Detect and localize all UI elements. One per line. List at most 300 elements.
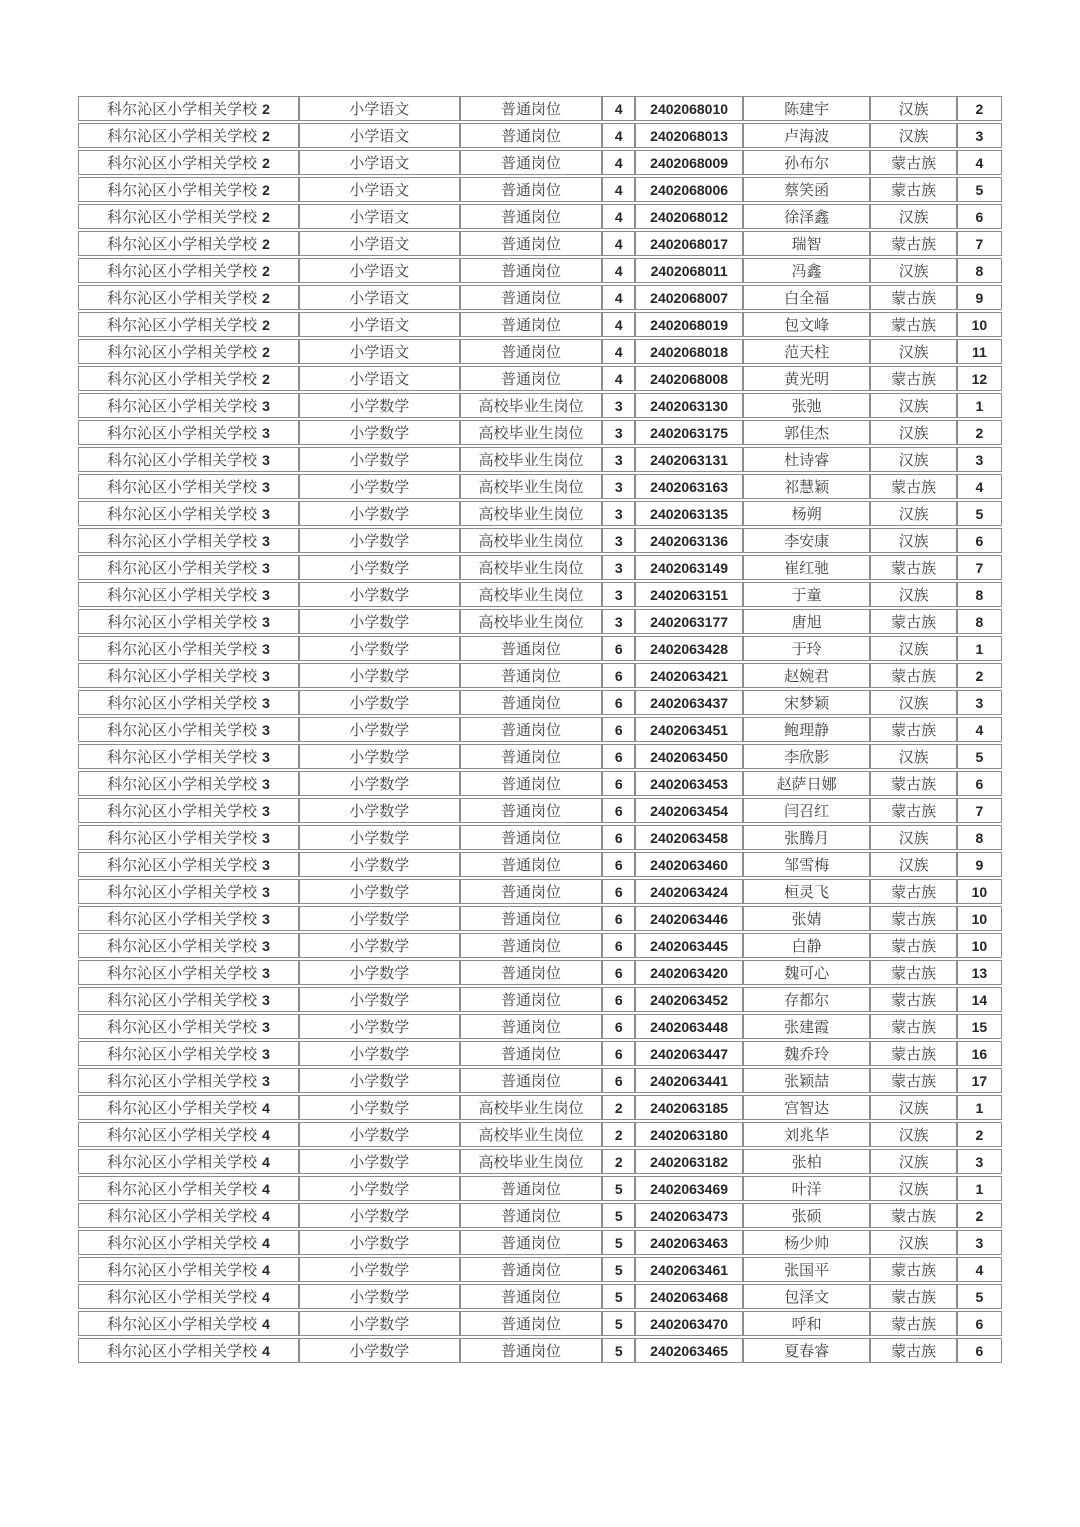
rank-cell: 16 (957, 1041, 1002, 1066)
exam-id-cell: 2402068006 (635, 177, 742, 202)
candidate-name-cell: 包文峰 (743, 312, 871, 337)
table-row (78, 636, 1002, 661)
candidate-name-cell: 鲍理静 (743, 717, 871, 742)
school-number-text: 4 (262, 1235, 270, 1251)
school-name-text: 科尔沁区小学相关学校 (107, 102, 258, 118)
table-row (78, 852, 1002, 877)
subject-cell: 小学语文 (299, 231, 460, 256)
exam-id-cell: 2402063460 (635, 852, 742, 877)
headcount-cell: 6 (602, 744, 635, 769)
subject-cell: 小学数学 (299, 1311, 460, 1336)
position-type-cell: 普通岗位 (460, 204, 603, 229)
rank-cell: 9 (957, 852, 1002, 877)
recruitment-ranking-table (78, 94, 1002, 1365)
position-type-cell: 普通岗位 (460, 1068, 603, 1093)
exam-id-cell: 2402063136 (635, 528, 742, 553)
candidate-name-cell: 孙布尔 (743, 150, 871, 175)
school-name-text: 科尔沁区小学相关学校 (107, 318, 258, 334)
table-row (78, 366, 1002, 391)
school-number-text: 3 (262, 641, 270, 657)
exam-id-cell: 2402063468 (635, 1284, 742, 1309)
rank-cell: 7 (957, 798, 1002, 823)
rank-cell: 6 (957, 204, 1002, 229)
candidate-name-cell: 张国平 (743, 1257, 871, 1282)
subject-cell: 小学数学 (299, 1122, 460, 1147)
school-name-text: 科尔沁区小学相关学校 (107, 939, 258, 955)
headcount-cell: 4 (602, 339, 635, 364)
ethnicity-cell: 汉族 (870, 528, 956, 553)
rank-cell: 8 (957, 609, 1002, 634)
headcount-cell: 6 (602, 1014, 635, 1039)
exam-id-cell: 2402063465 (635, 1338, 742, 1363)
candidate-name-cell: 呼和 (743, 1311, 871, 1336)
rank-cell: 4 (957, 717, 1002, 742)
headcount-cell: 2 (602, 1149, 635, 1174)
candidate-name-cell: 张硕 (743, 1203, 871, 1228)
rank-cell: 2 (957, 1122, 1002, 1147)
rank-cell: 1 (957, 636, 1002, 661)
exam-id-cell: 2402068007 (635, 285, 742, 310)
school-cell (78, 1122, 299, 1147)
headcount-cell: 6 (602, 987, 635, 1012)
school-name-text: 科尔沁区小学相关学校 (107, 1182, 258, 1198)
rank-cell: 8 (957, 258, 1002, 283)
headcount-cell: 6 (602, 717, 635, 742)
school-cell (78, 1311, 299, 1336)
ethnicity-cell: 蒙古族 (870, 1041, 956, 1066)
school-name-text: 科尔沁区小学相关学校 (107, 453, 258, 469)
ethnicity-cell: 蒙古族 (870, 609, 956, 634)
headcount-cell: 6 (602, 933, 635, 958)
exam-id-cell: 2402063470 (635, 1311, 742, 1336)
exam-id-cell: 2402063185 (635, 1095, 742, 1120)
subject-cell: 小学数学 (299, 1149, 460, 1174)
ethnicity-cell: 汉族 (870, 501, 956, 526)
ethnicity-cell: 蒙古族 (870, 879, 956, 904)
school-number-text: 3 (262, 884, 270, 900)
school-name-text: 科尔沁区小学相关学校 (107, 696, 258, 712)
table-row (78, 231, 1002, 256)
exam-id-cell: 2402063453 (635, 771, 742, 796)
headcount-cell: 5 (602, 1203, 635, 1228)
school-cell (78, 555, 299, 580)
table-row (78, 582, 1002, 607)
rank-cell: 5 (957, 744, 1002, 769)
school-name-text: 科尔沁区小学相关学校 (107, 561, 258, 577)
headcount-cell: 6 (602, 771, 635, 796)
school-number-text: 3 (262, 1046, 270, 1062)
exam-id-cell: 2402063454 (635, 798, 742, 823)
exam-id-cell: 2402063420 (635, 960, 742, 985)
rank-cell: 1 (957, 1176, 1002, 1201)
headcount-cell: 4 (602, 312, 635, 337)
school-name-text: 科尔沁区小学相关学校 (107, 750, 258, 766)
position-type-cell: 高校毕业生岗位 (460, 501, 603, 526)
table-row (78, 690, 1002, 715)
school-name-text: 科尔沁区小学相关学校 (107, 156, 258, 172)
rank-cell: 7 (957, 231, 1002, 256)
school-number-text: 3 (262, 803, 270, 819)
school-number-text: 2 (262, 371, 270, 387)
school-name-text: 科尔沁区小学相关学校 (107, 372, 258, 388)
exam-id-cell: 2402068009 (635, 150, 742, 175)
subject-cell: 小学数学 (299, 852, 460, 877)
table-row (78, 420, 1002, 445)
exam-id-cell: 2402063448 (635, 1014, 742, 1039)
school-name-text: 科尔沁区小学相关学校 (107, 534, 258, 550)
exam-id-cell: 2402063463 (635, 1230, 742, 1255)
school-cell (78, 771, 299, 796)
candidate-name-cell: 闫召红 (743, 798, 871, 823)
subject-cell: 小学数学 (299, 879, 460, 904)
school-name-text: 科尔沁区小学相关学校 (107, 723, 258, 739)
candidate-name-cell: 桓灵飞 (743, 879, 871, 904)
school-name-text: 科尔沁区小学相关学校 (107, 642, 258, 658)
rank-cell: 3 (957, 1230, 1002, 1255)
school-name-text: 科尔沁区小学相关学校 (107, 1128, 258, 1144)
ethnicity-cell: 蒙古族 (870, 1014, 956, 1039)
school-number-text: 4 (262, 1316, 270, 1332)
position-type-cell: 普通岗位 (460, 1230, 603, 1255)
position-type-cell: 高校毕业生岗位 (460, 555, 603, 580)
candidate-name-cell: 冯鑫 (743, 258, 871, 283)
school-name-text: 科尔沁区小学相关学校 (107, 129, 258, 145)
rank-cell: 2 (957, 420, 1002, 445)
headcount-cell: 5 (602, 1338, 635, 1363)
exam-id-cell: 2402068012 (635, 204, 742, 229)
school-name-text: 科尔沁区小学相关学校 (107, 183, 258, 199)
headcount-cell: 6 (602, 1041, 635, 1066)
position-type-cell: 普通岗位 (460, 285, 603, 310)
rank-cell: 10 (957, 906, 1002, 931)
school-name-text: 科尔沁区小学相关学校 (107, 615, 258, 631)
candidate-name-cell: 范天柱 (743, 339, 871, 364)
subject-cell: 小学数学 (299, 582, 460, 607)
position-type-cell: 普通岗位 (460, 150, 603, 175)
ethnicity-cell: 汉族 (870, 825, 956, 850)
school-number-text: 3 (262, 614, 270, 630)
school-number-text: 3 (262, 830, 270, 846)
school-name-text: 科尔沁区小学相关学校 (107, 1101, 258, 1117)
school-cell (78, 798, 299, 823)
rank-cell: 6 (957, 1338, 1002, 1363)
subject-cell: 小学数学 (299, 1014, 460, 1039)
school-name-text: 科尔沁区小学相关学校 (107, 669, 258, 685)
school-number-text: 3 (262, 992, 270, 1008)
school-number-text: 3 (262, 560, 270, 576)
school-cell (78, 1230, 299, 1255)
rank-cell: 5 (957, 501, 1002, 526)
exam-id-cell: 2402063437 (635, 690, 742, 715)
candidate-name-cell: 张建霞 (743, 1014, 871, 1039)
ethnicity-cell: 汉族 (870, 393, 956, 418)
school-name-text: 科尔沁区小学相关学校 (107, 426, 258, 442)
school-number-text: 2 (262, 209, 270, 225)
rank-cell: 6 (957, 771, 1002, 796)
headcount-cell: 4 (602, 123, 635, 148)
table-row (78, 96, 1002, 121)
exam-id-cell: 2402063451 (635, 717, 742, 742)
candidate-name-cell: 徐泽鑫 (743, 204, 871, 229)
school-number-text: 3 (262, 1073, 270, 1089)
candidate-name-cell: 于童 (743, 582, 871, 607)
table-row (78, 1041, 1002, 1066)
school-cell (78, 366, 299, 391)
ethnicity-cell: 汉族 (870, 204, 956, 229)
candidate-name-cell: 瑞智 (743, 231, 871, 256)
position-type-cell: 普通岗位 (460, 258, 603, 283)
candidate-name-cell: 杨朔 (743, 501, 871, 526)
ethnicity-cell: 汉族 (870, 1095, 956, 1120)
subject-cell: 小学数学 (299, 1230, 460, 1255)
school-cell (78, 393, 299, 418)
headcount-cell: 6 (602, 1068, 635, 1093)
ethnicity-cell: 蒙古族 (870, 987, 956, 1012)
school-cell (78, 1284, 299, 1309)
exam-id-cell: 2402063447 (635, 1041, 742, 1066)
rank-cell: 1 (957, 1095, 1002, 1120)
candidate-name-cell: 黄光明 (743, 366, 871, 391)
school-number-text: 2 (262, 317, 270, 333)
exam-id-cell: 2402063441 (635, 1068, 742, 1093)
table-row (78, 1068, 1002, 1093)
headcount-cell: 4 (602, 177, 635, 202)
candidate-name-cell: 宫智达 (743, 1095, 871, 1120)
position-type-cell: 普通岗位 (460, 636, 603, 661)
candidate-name-cell: 杨少帅 (743, 1230, 871, 1255)
ethnicity-cell: 蒙古族 (870, 366, 956, 391)
rank-cell: 13 (957, 960, 1002, 985)
headcount-cell: 3 (602, 555, 635, 580)
position-type-cell: 高校毕业生岗位 (460, 1149, 603, 1174)
school-number-text: 3 (262, 695, 270, 711)
subject-cell: 小学语文 (299, 258, 460, 283)
ethnicity-cell: 蒙古族 (870, 1338, 956, 1363)
position-type-cell: 普通岗位 (460, 825, 603, 850)
exam-id-cell: 2402063421 (635, 663, 742, 688)
candidate-name-cell: 于玲 (743, 636, 871, 661)
position-type-cell: 高校毕业生岗位 (460, 420, 603, 445)
exam-id-cell: 2402063180 (635, 1122, 742, 1147)
table-row (78, 312, 1002, 337)
subject-cell: 小学数学 (299, 987, 460, 1012)
candidate-name-cell: 张柏 (743, 1149, 871, 1174)
school-number-text: 3 (262, 452, 270, 468)
table-row (78, 933, 1002, 958)
headcount-cell: 6 (602, 879, 635, 904)
subject-cell: 小学语文 (299, 339, 460, 364)
table-row (78, 123, 1002, 148)
table-row (78, 798, 1002, 823)
ethnicity-cell: 汉族 (870, 258, 956, 283)
position-type-cell: 普通岗位 (460, 96, 603, 121)
subject-cell: 小学数学 (299, 636, 460, 661)
subject-cell: 小学数学 (299, 447, 460, 472)
table-row (78, 339, 1002, 364)
school-cell (78, 339, 299, 364)
table-row (78, 744, 1002, 769)
school-number-text: 4 (262, 1181, 270, 1197)
candidate-name-cell: 李安康 (743, 528, 871, 553)
ethnicity-cell: 汉族 (870, 123, 956, 148)
school-cell (78, 1176, 299, 1201)
school-name-text: 科尔沁区小学相关学校 (107, 777, 258, 793)
headcount-cell: 4 (602, 150, 635, 175)
table-row (78, 150, 1002, 175)
school-cell (78, 285, 299, 310)
table-row (78, 474, 1002, 499)
school-cell (78, 582, 299, 607)
subject-cell: 小学数学 (299, 960, 460, 985)
ethnicity-cell: 汉族 (870, 690, 956, 715)
school-number-text: 3 (262, 857, 270, 873)
school-cell (78, 312, 299, 337)
school-name-text: 科尔沁区小学相关学校 (107, 1074, 258, 1090)
subject-cell: 小学数学 (299, 609, 460, 634)
rank-cell: 6 (957, 528, 1002, 553)
subject-cell: 小学数学 (299, 393, 460, 418)
table-row (78, 555, 1002, 580)
school-name-text: 科尔沁区小学相关学校 (107, 345, 258, 361)
subject-cell: 小学语文 (299, 204, 460, 229)
school-name-text: 科尔沁区小学相关学校 (107, 804, 258, 820)
headcount-cell: 6 (602, 636, 635, 661)
candidate-name-cell: 郭佳杰 (743, 420, 871, 445)
subject-cell: 小学数学 (299, 474, 460, 499)
ethnicity-cell: 汉族 (870, 96, 956, 121)
school-cell (78, 825, 299, 850)
headcount-cell: 6 (602, 663, 635, 688)
ethnicity-cell: 蒙古族 (870, 150, 956, 175)
ethnicity-cell: 蒙古族 (870, 312, 956, 337)
school-cell (78, 1203, 299, 1228)
headcount-cell: 5 (602, 1284, 635, 1309)
table-row (78, 663, 1002, 688)
position-type-cell: 高校毕业生岗位 (460, 393, 603, 418)
school-number-text: 3 (262, 425, 270, 441)
headcount-cell: 4 (602, 285, 635, 310)
school-name-text: 科尔沁区小学相关学校 (107, 399, 258, 415)
headcount-cell: 5 (602, 1257, 635, 1282)
candidate-name-cell: 张婧 (743, 906, 871, 931)
school-name-text: 科尔沁区小学相关学校 (107, 1344, 258, 1360)
headcount-cell: 6 (602, 825, 635, 850)
ethnicity-cell: 蒙古族 (870, 933, 956, 958)
subject-cell: 小学数学 (299, 528, 460, 553)
school-number-text: 3 (262, 668, 270, 684)
exam-id-cell: 2402063446 (635, 906, 742, 931)
school-cell (78, 960, 299, 985)
school-cell (78, 879, 299, 904)
ethnicity-cell: 蒙古族 (870, 906, 956, 931)
candidate-name-cell: 陈建宇 (743, 96, 871, 121)
school-name-text: 科尔沁区小学相关学校 (107, 993, 258, 1009)
school-number-text: 4 (262, 1208, 270, 1224)
subject-cell: 小学数学 (299, 501, 460, 526)
school-cell (78, 1068, 299, 1093)
candidate-name-cell: 李欣影 (743, 744, 871, 769)
ethnicity-cell: 蒙古族 (870, 177, 956, 202)
ethnicity-cell: 汉族 (870, 420, 956, 445)
headcount-cell: 3 (602, 528, 635, 553)
table-row (78, 1095, 1002, 1120)
headcount-cell: 4 (602, 231, 635, 256)
candidate-name-cell: 叶洋 (743, 1176, 871, 1201)
school-cell (78, 1338, 299, 1363)
subject-cell: 小学数学 (299, 1095, 460, 1120)
position-type-cell: 普通岗位 (460, 312, 603, 337)
candidate-name-cell: 崔红驰 (743, 555, 871, 580)
school-number-text: 3 (262, 749, 270, 765)
rank-cell: 17 (957, 1068, 1002, 1093)
position-type-cell: 普通岗位 (460, 960, 603, 985)
school-name-text: 科尔沁区小学相关学校 (107, 1209, 258, 1225)
subject-cell: 小学数学 (299, 1068, 460, 1093)
exam-id-cell: 2402063175 (635, 420, 742, 445)
school-number-text: 3 (262, 479, 270, 495)
candidate-name-cell: 唐旭 (743, 609, 871, 634)
ethnicity-cell: 汉族 (870, 852, 956, 877)
position-type-cell: 高校毕业生岗位 (460, 447, 603, 472)
school-cell (78, 447, 299, 472)
exam-id-cell: 2402063135 (635, 501, 742, 526)
table-row (78, 1149, 1002, 1174)
exam-id-cell: 2402068011 (635, 258, 742, 283)
exam-id-cell: 2402068017 (635, 231, 742, 256)
candidate-name-cell: 张腾月 (743, 825, 871, 850)
position-type-cell: 普通岗位 (460, 123, 603, 148)
table-row (78, 393, 1002, 418)
table-row (78, 609, 1002, 634)
school-cell (78, 717, 299, 742)
ethnicity-cell: 汉族 (870, 636, 956, 661)
subject-cell: 小学数学 (299, 1203, 460, 1228)
position-type-cell: 普通岗位 (460, 744, 603, 769)
school-number-text: 3 (262, 938, 270, 954)
table-row (78, 501, 1002, 526)
school-cell (78, 609, 299, 634)
table-row (78, 285, 1002, 310)
candidate-name-cell: 蔡笑函 (743, 177, 871, 202)
exam-id-cell: 2402068019 (635, 312, 742, 337)
school-number-text: 3 (262, 1019, 270, 1035)
school-cell (78, 231, 299, 256)
school-name-text: 科尔沁区小学相关学校 (107, 912, 258, 928)
school-cell (78, 852, 299, 877)
position-type-cell: 普通岗位 (460, 987, 603, 1012)
table-row (78, 717, 1002, 742)
headcount-cell: 3 (602, 474, 635, 499)
table-row (78, 987, 1002, 1012)
rank-cell: 9 (957, 285, 1002, 310)
candidate-name-cell: 魏可心 (743, 960, 871, 985)
school-number-text: 3 (262, 965, 270, 981)
school-cell (78, 1149, 299, 1174)
candidate-name-cell: 存都尔 (743, 987, 871, 1012)
headcount-cell: 5 (602, 1311, 635, 1336)
school-name-text: 科尔沁区小学相关学校 (107, 966, 258, 982)
table-row (78, 1338, 1002, 1363)
school-number-text: 3 (262, 587, 270, 603)
rank-cell: 3 (957, 123, 1002, 148)
ethnicity-cell: 蒙古族 (870, 663, 956, 688)
position-type-cell: 普通岗位 (460, 1311, 603, 1336)
school-name-text: 科尔沁区小学相关学校 (107, 291, 258, 307)
table-row (78, 1230, 1002, 1255)
school-number-text: 3 (262, 911, 270, 927)
school-cell (78, 420, 299, 445)
position-type-cell: 普通岗位 (460, 1257, 603, 1282)
